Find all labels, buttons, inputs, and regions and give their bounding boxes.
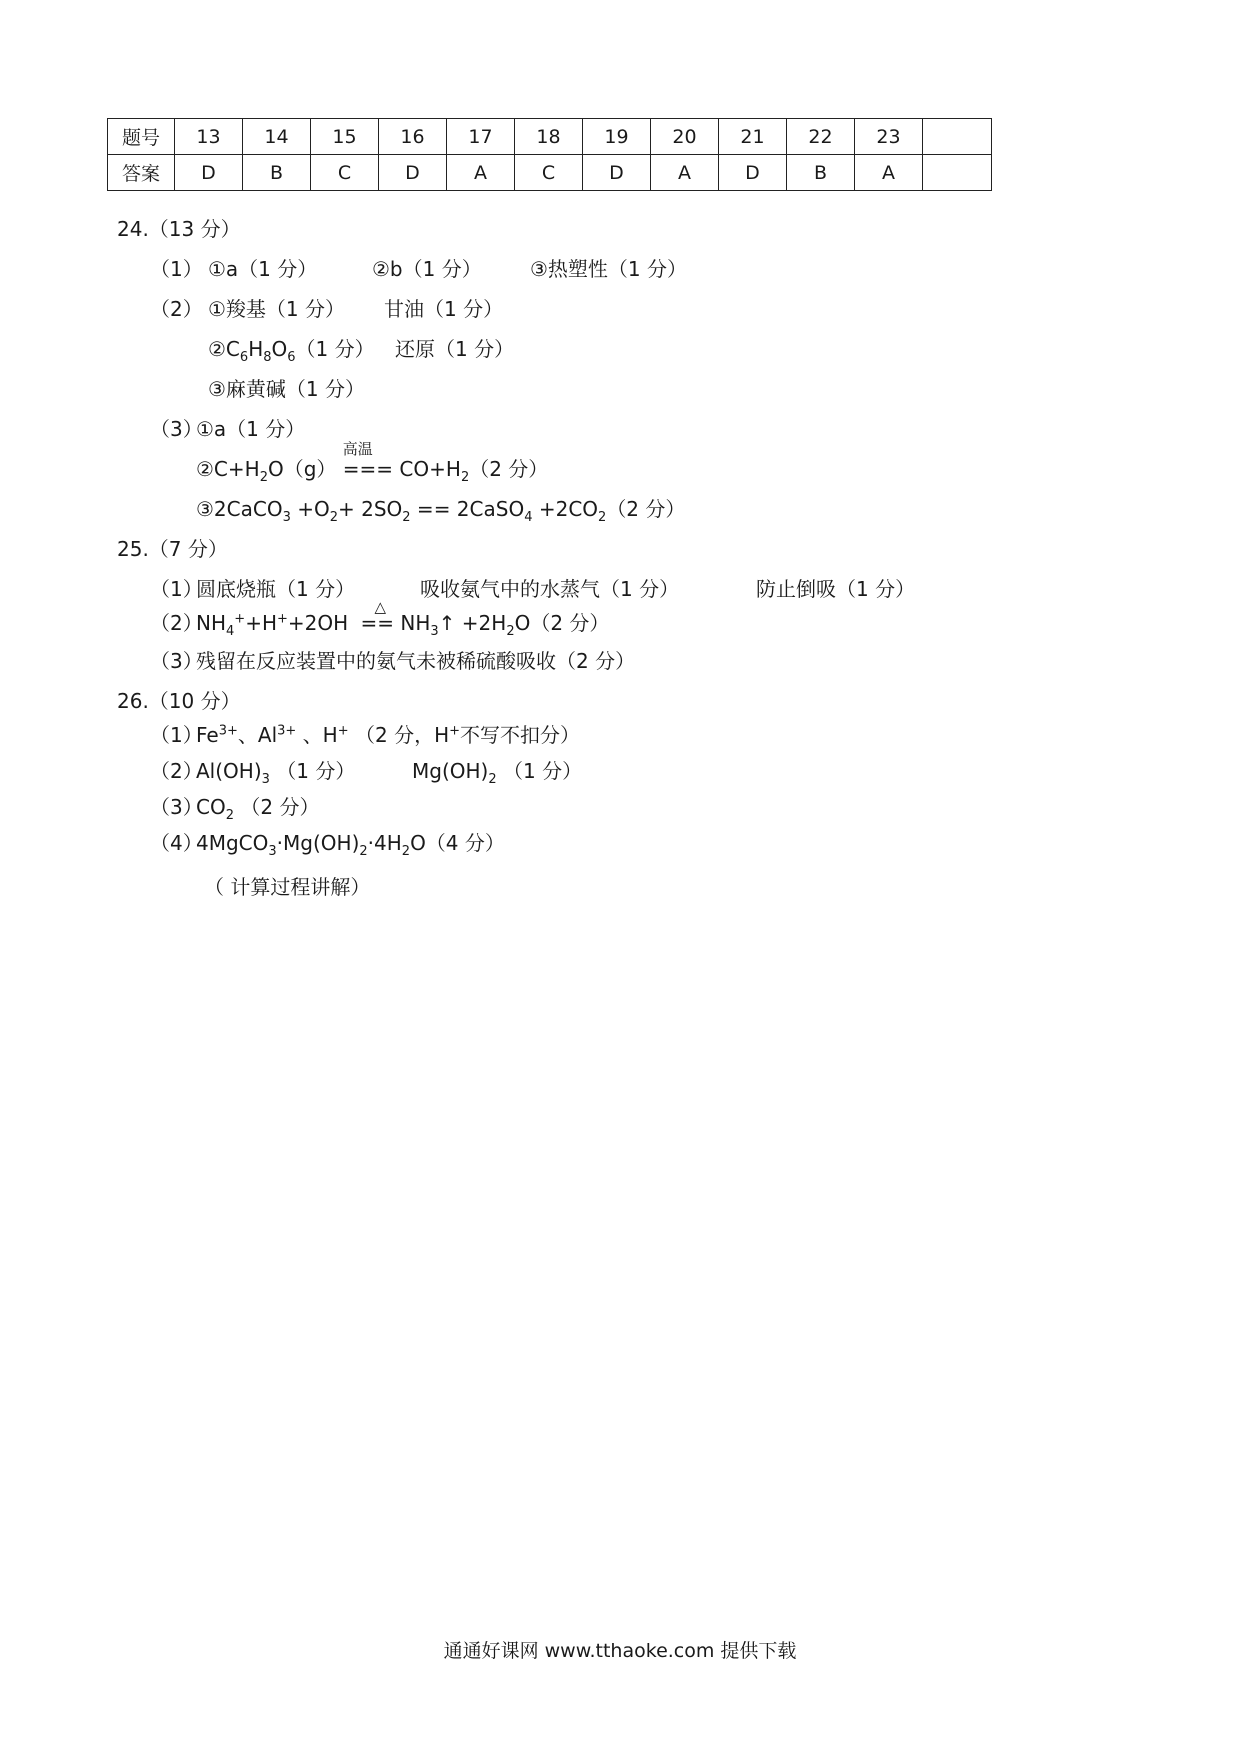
superscript: + <box>234 611 246 627</box>
answer-cell: D <box>175 155 243 191</box>
part-label: （3） <box>150 417 203 441</box>
answer-text: 残留在反应装置中的氨气未被稀硫酸吸收（2 分） <box>196 649 636 673</box>
reaction-arrow <box>342 440 394 482</box>
row-header-answer: 答案 <box>108 155 175 191</box>
question-number-cell: 18 <box>515 119 583 155</box>
formula-text: == 2CaSO <box>410 497 525 521</box>
formula-text: +H <box>245 611 277 635</box>
superscript: + <box>449 723 461 739</box>
formula-text: O（g） <box>267 457 337 481</box>
question-number-cell: 17 <box>447 119 515 155</box>
answer-text: （1 分） <box>276 759 356 783</box>
subscript: 2 <box>401 844 411 859</box>
subscript: 2 <box>225 808 234 823</box>
formula-text: ·4H <box>367 831 402 855</box>
question-number-cell: 15 <box>311 119 379 155</box>
formula-text: Al(OH) <box>196 759 262 783</box>
q24-part2-line3: ③麻黄碱（1 分） <box>208 377 366 401</box>
part-label: （1） <box>150 257 203 281</box>
formula-text: Fe <box>196 723 219 747</box>
q25-heading: 25.（7 分） <box>117 537 228 561</box>
subscript: 2 <box>506 624 515 639</box>
formula-text: 4MgCO <box>196 831 269 855</box>
formula-text: ②C <box>208 337 240 361</box>
answer-cell: B <box>243 155 311 191</box>
heat-symbol: △ <box>374 598 387 616</box>
answer-text: 还原（1 分） <box>395 337 515 361</box>
formula-text: +2OH <box>287 611 349 635</box>
q26-heading: 26.（10 分） <box>117 689 241 713</box>
question-number-cell: 19 <box>583 119 651 155</box>
answer-cell <box>923 155 992 191</box>
formula-text: O <box>271 337 288 361</box>
answer-cell: C <box>311 155 379 191</box>
answer-text: ①a（1 分） <box>208 257 318 281</box>
part-label: （3） <box>150 795 203 819</box>
part-label: （1） <box>150 577 203 601</box>
question-number-cell: 20 <box>651 119 719 155</box>
formula-text: NH <box>400 611 431 635</box>
answer-cell: D <box>719 155 787 191</box>
subscript: 2 <box>329 510 339 525</box>
answer-text: （1 分） <box>502 759 583 783</box>
equals-sign: === <box>342 457 394 481</box>
answer-text <box>196 758 356 787</box>
formula-text: ②C+H <box>196 457 260 481</box>
question-number-cell: 22 <box>787 119 855 155</box>
answer-text: 防止倒吸（1 分） <box>756 577 916 601</box>
answer-text: （2 分） <box>240 795 320 819</box>
answer-text: 圆底烧瓶（1 分） <box>196 577 356 601</box>
subscript: 3 <box>430 624 439 639</box>
answer-text <box>196 722 580 748</box>
part-label: （2） <box>150 297 203 321</box>
superscript: + <box>276 611 288 627</box>
formula-text: Mg(OH) <box>412 759 489 783</box>
subscript: 2 <box>488 772 497 787</box>
part-label: （2） <box>150 759 203 783</box>
subscript: 2 <box>598 510 607 525</box>
answer-text <box>196 830 505 859</box>
subscript: 3 <box>261 772 270 787</box>
answer-cell: D <box>583 155 651 191</box>
answer-cell: D <box>379 155 447 191</box>
question-number-cell: 13 <box>175 119 243 155</box>
answer-row <box>108 155 992 191</box>
answer-cell: A <box>447 155 515 191</box>
answer-text: （1 分） <box>295 337 375 361</box>
formula-text: ·Mg(OH) <box>276 831 360 855</box>
subscript: 4 <box>524 510 533 525</box>
answer-text: O（2 分） <box>514 611 610 635</box>
answer-text: O（4 分） <box>410 831 505 855</box>
answer-text: 不写不扣分） <box>460 723 581 747</box>
equation <box>196 598 610 639</box>
answer-text: ①a（1 分） <box>196 417 306 441</box>
subscript: 2 <box>402 510 411 525</box>
part-label: （3） <box>150 649 203 673</box>
subscript: 4 <box>226 624 235 639</box>
answer-cell: A <box>651 155 719 191</box>
formula-text: CO+H <box>399 457 461 481</box>
part-label: （4） <box>150 831 203 855</box>
q24-part3-line2 <box>196 440 549 485</box>
answer-text: （2 分） <box>469 457 549 481</box>
answer-text <box>196 794 320 823</box>
formula-text: H <box>248 337 264 361</box>
formula-text: 、Al <box>237 723 278 747</box>
subscript: 8 <box>263 350 272 365</box>
answer-text: 吸收氨气中的水蒸气（1 分） <box>420 577 680 601</box>
answer-text <box>412 758 583 787</box>
formula-text: +O <box>290 497 330 521</box>
answer-text: （2 分） <box>606 497 686 521</box>
answer-text: ②b（1 分） <box>372 257 482 281</box>
formula-text: 、H <box>302 723 338 747</box>
question-number-cell: 16 <box>379 119 447 155</box>
question-number-row <box>108 119 992 155</box>
q24-part2-line2 <box>208 336 515 365</box>
formula-text: ③2CaCO <box>196 497 283 521</box>
q24-heading: 24.（13 分） <box>117 217 241 241</box>
question-number-cell <box>923 119 992 155</box>
subscript: 3 <box>268 844 277 859</box>
reaction-arrow <box>360 598 395 636</box>
superscript: 3+ <box>218 723 238 739</box>
subscript: 2 <box>259 470 268 485</box>
formula-text: （2 分，H <box>354 723 450 747</box>
footer-source-note: 通通好课网 www.tthaoke.com 提供下载 <box>443 1640 797 1662</box>
formula-text: CO <box>196 795 226 819</box>
equals-sign: == <box>360 611 395 635</box>
formula-text: + 2SO <box>338 497 403 521</box>
answer-text: 甘油（1 分） <box>384 297 504 321</box>
reaction-condition: 高温 <box>342 440 373 458</box>
subscript: 2 <box>460 470 470 485</box>
subscript: 3 <box>282 510 291 525</box>
answer-text: ③热塑性（1 分） <box>530 257 688 281</box>
part-label: （2） <box>150 611 203 635</box>
subscript: 6 <box>287 350 296 365</box>
formula-text: +2CO <box>532 497 599 521</box>
formula-text: NH <box>196 611 226 635</box>
superscript: 3+ <box>277 723 297 739</box>
q26-note: （ 计算过程讲解） <box>204 875 371 899</box>
answer-cell: B <box>787 155 855 191</box>
answer-cell: A <box>855 155 923 191</box>
question-number-cell: 21 <box>719 119 787 155</box>
answer-table <box>107 118 992 191</box>
answer-text: ①羧基（1 分） <box>208 297 346 321</box>
superscript: + <box>337 723 349 739</box>
part-label: （1） <box>150 723 203 747</box>
q24-part3-line3 <box>196 496 686 525</box>
question-number-cell: 14 <box>243 119 311 155</box>
answer-cell: C <box>515 155 583 191</box>
subscript: 6 <box>239 350 249 365</box>
question-number-cell: 23 <box>855 119 923 155</box>
subscript: 2 <box>359 844 368 859</box>
row-header-question-number: 题号 <box>108 119 175 155</box>
formula-text: ↑ +2H <box>438 611 507 635</box>
